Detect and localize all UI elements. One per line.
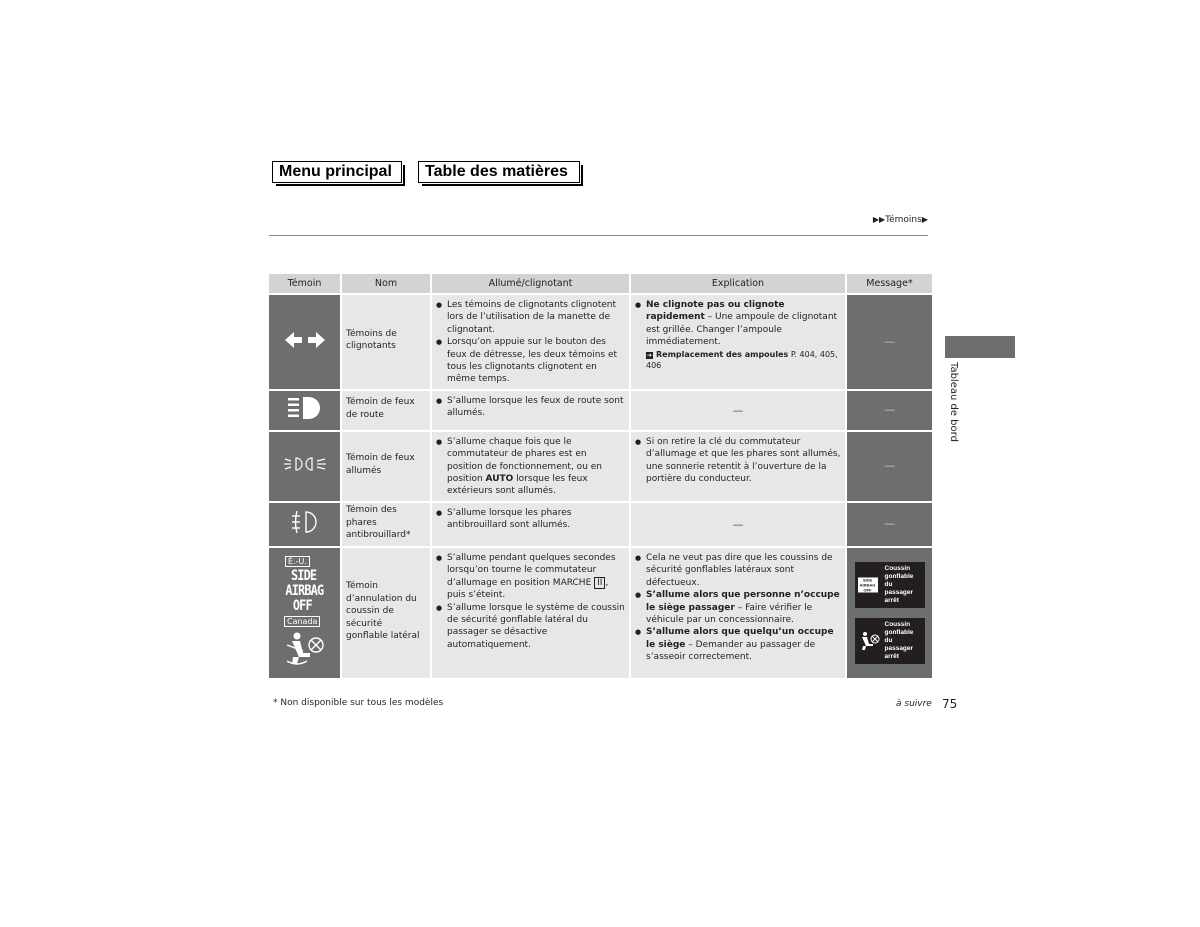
header-explication: Explication (631, 274, 845, 293)
reference-title[interactable]: Remplacement des ampoules (656, 349, 789, 359)
explanation-text: – Une ampoule de clignotant est grillée. Changer l’ampoule immédiatement. (646, 312, 838, 348)
list-item: ● Lorsqu’on appuie sur le bouton des feux de détresse, les deux témoins et tous les clignotants clignotent en même temps. (436, 336, 625, 386)
message-display-1 (855, 562, 925, 608)
auto-label: AUTO (485, 474, 514, 485)
indicator-table (267, 272, 934, 680)
seated-passenger-airbag-off-icon (283, 631, 325, 667)
indicator-cell (269, 295, 340, 389)
message-cell: — (847, 503, 932, 546)
seated-passenger-mini-icon (858, 631, 880, 651)
high-beam-icon (283, 395, 327, 421)
message-text: Coussin gonflable du passager arrêt (884, 564, 914, 604)
message-cell: — (847, 432, 932, 501)
explanation: — (631, 391, 845, 430)
section-label: Tableau de bord (948, 362, 959, 442)
explanation-bold: S’allume alors que personne n’occupe le siège passager (646, 590, 840, 613)
indicator-cell (269, 548, 340, 678)
message-cell: — (847, 391, 932, 430)
header-temoin: Témoin (269, 274, 340, 293)
region-tag-canada: Canada (284, 616, 320, 627)
table-row (269, 295, 932, 389)
on-description (432, 432, 629, 501)
on-description (432, 503, 629, 546)
lights-on-icon (283, 454, 327, 474)
ignition-position-key: II (594, 577, 605, 589)
list-item (436, 552, 625, 602)
list-item (635, 299, 841, 349)
indicator-cell (269, 503, 340, 546)
breadcrumb-arrow-icon: ▶ (921, 215, 928, 224)
text-part: lorsque les feux extérieurs sont allumés. (447, 474, 588, 497)
turn-signal-arrows-icon (283, 329, 327, 351)
explanation-text: – Demander au passager de s’asseoir correctement. (646, 639, 816, 663)
explanation: — (631, 503, 845, 546)
indicator-cell (269, 391, 340, 430)
table-header-row (269, 274, 932, 293)
header-allume: Allumé/clignotant (432, 274, 629, 293)
text-part: S’allume chaque fois que le commutateur de phares est en position de fonctionnement, ou en position (447, 436, 602, 485)
breadcrumb (800, 215, 928, 225)
main-menu-button[interactable]: Menu principal (272, 161, 402, 183)
airbag-text-off: OFF (292, 598, 312, 615)
page-number: 75 (942, 697, 958, 711)
list-item: ● Les témoins de clignotants clignotent lors de l’utilisation de la manette de clignotant. (436, 299, 625, 336)
breadcrumb-arrows-icon: ▶▶ (872, 215, 886, 224)
on-description (432, 295, 629, 389)
airbag-text-side: SIDE (290, 568, 317, 585)
explanation (631, 432, 845, 501)
table-row (269, 432, 932, 501)
list-item: ● S’allume lorsque le système de coussin de sécurité gonflable latéral du passager se désactive automatiquement. (436, 602, 625, 652)
header-nom: Nom (342, 274, 430, 293)
page-reference[interactable] (635, 349, 841, 371)
header-rule (269, 235, 928, 236)
section-tab (945, 336, 1015, 358)
explanation (631, 295, 845, 389)
list-item (635, 626, 841, 663)
message-display-2 (855, 618, 925, 664)
message-cell (847, 548, 932, 678)
footnote: * Non disponible sur tous les modèles (273, 698, 444, 708)
indicator-name: Témoin d’annulation du coussin de sécurité gonflable latéral (342, 548, 430, 678)
side-airbag-off-mini-icon: SIDE AIRBAG OFF (858, 577, 878, 592)
header-message: Message* (847, 274, 932, 293)
indicator-name: Témoin des phares antibrouillard* (342, 503, 430, 546)
region-tag-us: É.-U. (285, 556, 310, 567)
explanation-bold: S’allume alors que quelqu’un occupe le siège (646, 627, 834, 650)
explanation (631, 548, 845, 678)
message-text: Coussin gonflable du passager arrêt (884, 620, 914, 660)
text-part: S’allume pendant quelques secondes lorsqu’on tourne le commutateur d’allumage en position MARCHE (447, 552, 616, 588)
indicator-name: Témoin de feux allumés (342, 432, 430, 501)
reference-arrow-icon: ➔ (646, 351, 653, 359)
list-item: ● S’allume lorsque les feux de route sont allumés. (436, 395, 625, 420)
indicator-name: Témoin de feux de route (342, 391, 430, 430)
list-item: ● S’allume lorsque les phares antibrouillard sont allumés. (436, 507, 625, 532)
reference-pages[interactable]: P. 404, 405, 406 (646, 349, 838, 370)
side-airbag-off-icon (285, 556, 340, 667)
explanation-text: – Faire vérifier le véhicule par un concessionnaire. (646, 602, 813, 625)
table-row (269, 391, 932, 430)
on-description (432, 548, 629, 678)
list-item (635, 589, 841, 626)
list-item: ● Cela ne veut pas dire que les coussins de sécurité gonflables latéraux sont défectueux. (635, 552, 841, 589)
table-row (269, 548, 932, 678)
fog-light-icon (290, 508, 320, 536)
airbag-text-airbag: AIRBAG (285, 583, 324, 600)
indicator-cell (269, 432, 340, 501)
list-item (436, 436, 625, 498)
text-part: , puis s’éteint. (447, 577, 609, 601)
on-description (432, 391, 629, 430)
table-row (269, 503, 932, 546)
continued-label: à suivre (896, 699, 932, 709)
explanation-bold: Ne clignote pas ou clignote rapidement (646, 300, 785, 323)
indicator-name: Témoins de clignotants (342, 295, 430, 389)
message-cell: — (847, 295, 932, 389)
list-item: ● Si on retire la clé du commutateur d’allumage et que les phares sont allumés, une sonnerie retentit à l’ouverture de la portière du conducteur. (635, 436, 841, 486)
table-of-contents-button[interactable]: Table des matières (418, 161, 580, 183)
breadcrumb-link-temoins[interactable]: Témoins (885, 215, 922, 225)
